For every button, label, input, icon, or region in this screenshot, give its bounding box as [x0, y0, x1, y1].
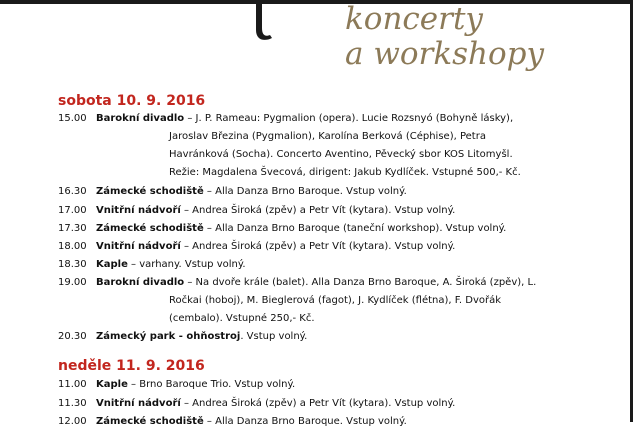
event-venue: Zámecké schodiště	[96, 186, 204, 197]
event-content	[96, 376, 295, 393]
event-content	[96, 238, 455, 255]
event-venue: Vnitřní nádvoří	[96, 241, 181, 252]
event-text: – Na dvoře krále (balet). Alla Danza Brno Baroque, A. Široká (zpěv), L.	[184, 277, 537, 288]
event-continuation: Havránková (Socha). Concerto Aventino, Pěvecký sbor KOS Litomyšl.	[169, 149, 513, 160]
event-continuation: (cembalo). Vstupné 250,- Kč.	[169, 313, 315, 324]
event-content	[96, 183, 407, 200]
event-text: – J. P. Rameau: Pygmalion (opera). Lucie Rozsnyó (Bohyně lásky),	[184, 113, 514, 124]
event-time: 17.30	[58, 223, 87, 234]
event-text: – Brno Baroque Trio. Vstup volný.	[127, 379, 296, 390]
event-time: 19.00	[58, 277, 87, 288]
event-text: – Andrea Široká (zpěv) a Petr Vít (kytara). Vstup volný.	[180, 205, 456, 216]
event-text: – Andrea Široká (zpěv) a Petr Vít (kytara). Vstup volný.	[180, 241, 456, 252]
event-text: – varhany. Vstup volný.	[127, 259, 246, 270]
event-venue: Barokní divadlo	[96, 277, 185, 288]
event-time: 11.30	[58, 398, 87, 409]
event-time: 20.30	[58, 331, 87, 342]
event-venue: Barokní divadlo	[96, 113, 185, 124]
event-venue: Zámecké schodiště	[96, 223, 204, 234]
event-content	[96, 395, 455, 412]
event-continuation: Režie: Magdalena Švecová, dirigent: Jakub Kydlíček. Vstupné 500,- Kč.	[169, 167, 521, 178]
event-time: 12.00	[58, 416, 87, 427]
event-venue: Zámecké schodiště	[96, 416, 204, 427]
event-text: – Alla Danza Brno Baroque. Vstup volný.	[203, 416, 407, 427]
event-venue: Kaple	[96, 259, 128, 270]
event-venue: Kaple	[96, 379, 128, 390]
event-content	[96, 220, 506, 237]
day-title-sunday: neděle 11. 9. 2016	[58, 358, 205, 374]
title-letter-fragment	[250, 0, 276, 44]
event-text: . Vstup volný.	[240, 331, 308, 342]
event-content	[96, 256, 246, 273]
event-venue: Zámecký park - ohňostroj	[96, 331, 241, 342]
day-title-saturday: sobota 10. 9. 2016	[58, 93, 206, 109]
headline-line2: a workshopy	[345, 36, 545, 72]
event-venue: Vnitřní nádvoří	[96, 205, 181, 216]
event-text: – Alla Danza Brno Baroque (taneční workshop). Vstup volný.	[203, 223, 507, 234]
event-text: – Andrea Široká (zpěv) a Petr Vít (kytara). Vstup volný.	[180, 398, 456, 409]
event-time: 11.00	[58, 379, 87, 390]
event-content	[96, 202, 455, 219]
event-content	[96, 110, 513, 127]
event-content	[96, 328, 307, 345]
event-time: 17.00	[58, 205, 87, 216]
event-time: 16.30	[58, 186, 87, 197]
event-text: – Alla Danza Brno Baroque. Vstup volný.	[203, 186, 407, 197]
headline	[345, 2, 605, 72]
event-venue: Vnitřní nádvoří	[96, 398, 181, 409]
event-content	[96, 274, 536, 291]
event-continuation: Ročkai (hoboj), M. Bieglerová (fagot), J. Kydlíček (flétna), F. Dvořák	[169, 295, 502, 306]
event-continuation: Jaroslav Březina (Pygmalion), Karolína Berková (Céphise), Petra	[169, 131, 486, 142]
event-time: 18.00	[58, 241, 87, 252]
headline-line1: koncerty	[345, 1, 483, 37]
event-time: 18.30	[58, 259, 87, 270]
event-time: 15.00	[58, 113, 87, 124]
